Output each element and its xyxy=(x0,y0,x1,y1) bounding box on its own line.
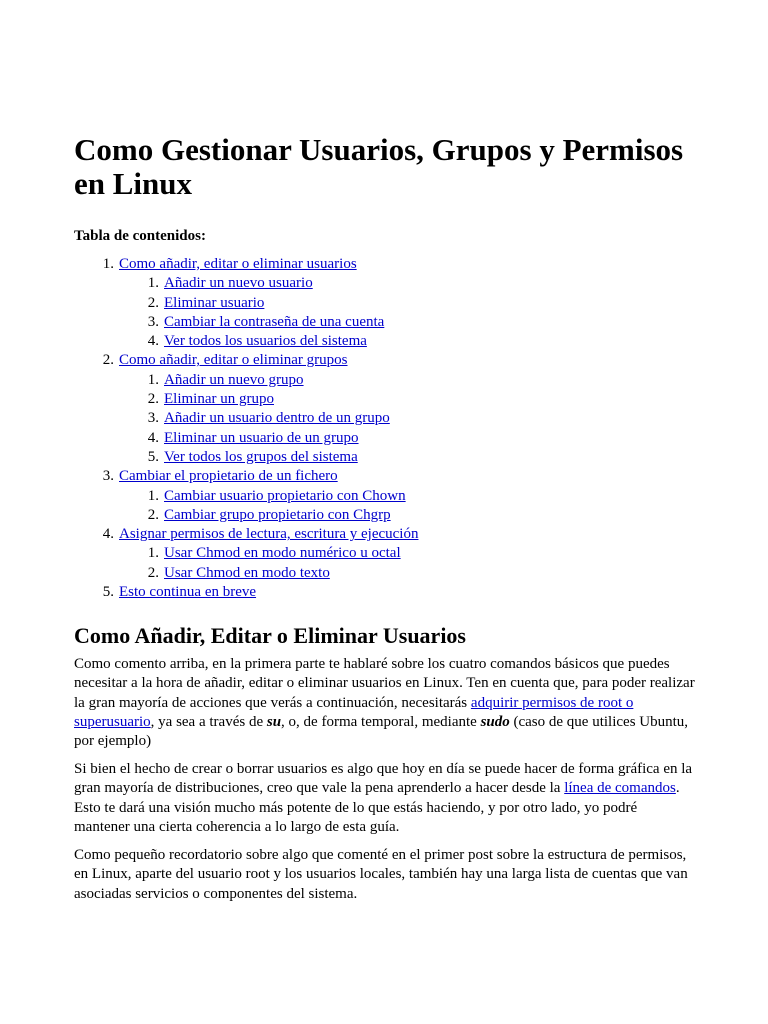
root-permissions-link[interactable]: adquirir permisos de root o superusuario xyxy=(74,694,634,730)
toc-subitem xyxy=(119,409,696,428)
toc-number: 5. xyxy=(102,584,114,601)
toc-subitem xyxy=(119,429,696,448)
toc-number: 2. xyxy=(147,294,159,311)
command-line-link[interactable]: línea de comandos xyxy=(564,780,676,797)
toc-link[interactable]: Eliminar un usuario de un grupo xyxy=(164,429,359,446)
command-sudo: sudo xyxy=(480,713,510,730)
section-heading: Como Añadir, Editar o Eliminar Usuarios xyxy=(74,623,466,648)
toc-link[interactable]: Asignar permisos de lectura, escritura y ejecución xyxy=(119,526,419,543)
toc-item xyxy=(74,351,696,467)
paragraph-text: , ya sea a través de xyxy=(150,713,267,730)
paragraph-intro xyxy=(74,655,696,751)
toc-link[interactable]: Cambiar el propietario de un fichero xyxy=(119,468,338,485)
toc-subitem xyxy=(119,506,696,525)
paragraph-text: , o, de forma temporal, mediante xyxy=(281,713,481,730)
toc-item xyxy=(74,583,696,602)
toc-subitem xyxy=(119,544,696,563)
toc-link[interactable]: Cambiar grupo propietario con Chgrp xyxy=(164,506,391,523)
toc-heading: Tabla de contenidos: xyxy=(74,228,206,244)
page-title: Como Gestionar Usuarios, Grupos y Permisos en Linux xyxy=(74,132,684,201)
paragraph-text: Como comento arriba, en la primera parte te hablaré sobre los cuatro comandos básicos que puedes necesitar a la hora de añadir, editar o eliminar usuarios en Linux. Ten en cuenta que, para poder realizar la gran mayoría de acciones que verás a continuación, necesitarás xyxy=(74,656,695,711)
toc-link[interactable]: Ver todos los usuarios del sistema xyxy=(164,333,367,350)
toc-item xyxy=(74,255,696,351)
toc-subitem xyxy=(119,487,696,506)
paragraph-graphical xyxy=(74,760,696,837)
toc-number: 4. xyxy=(147,429,159,446)
paragraph-text: . Esto te dará una visión mucho más potente de lo que estás haciendo, y por otro lado, yo podré mantener una cierta coherencia a lo largo de esta guía. xyxy=(74,780,680,835)
toc-number: 1. xyxy=(147,487,159,504)
paragraph-text: (caso de que utilices Ubuntu, por ejemplo) xyxy=(74,713,689,750)
toc-number: 1. xyxy=(147,275,159,292)
toc-number: 5. xyxy=(147,448,159,465)
toc-subitem xyxy=(119,390,696,409)
toc-subitem xyxy=(119,564,696,583)
toc-number: 3. xyxy=(147,313,159,330)
toc-number: 2. xyxy=(102,352,114,369)
toc-subitem xyxy=(119,448,696,467)
toc-link[interactable]: Ver todos los grupos del sistema xyxy=(164,448,358,465)
toc-number: 4. xyxy=(147,333,159,350)
toc-link[interactable]: Cambiar usuario propietario con Chown xyxy=(164,487,406,504)
toc-link[interactable]: Como añadir, editar o eliminar grupos xyxy=(119,352,348,369)
toc-sublist xyxy=(119,371,696,467)
toc-sublist xyxy=(119,544,696,583)
toc-number: 3. xyxy=(147,410,159,427)
toc-link[interactable]: Eliminar usuario xyxy=(164,294,265,311)
toc-link[interactable]: Esto continua en breve xyxy=(119,584,257,601)
command-su: su xyxy=(266,713,282,730)
toc-number: 2. xyxy=(147,564,159,581)
table-of-contents xyxy=(74,255,696,602)
toc-link[interactable]: Añadir un nuevo usuario xyxy=(164,275,313,292)
toc-link[interactable]: Usar Chmod en modo texto xyxy=(164,564,330,581)
toc-item xyxy=(74,467,696,525)
toc-sublist xyxy=(119,274,696,351)
toc-subitem xyxy=(119,332,696,351)
toc-subitem xyxy=(119,294,696,313)
toc-link[interactable]: Usar Chmod en modo numérico u octal xyxy=(164,545,401,562)
toc-item xyxy=(74,525,696,583)
toc-subitem xyxy=(119,274,696,293)
toc-subitem xyxy=(119,313,696,332)
toc-link[interactable]: Cambiar la contraseña de una cuenta xyxy=(164,313,385,330)
toc-link[interactable]: Como añadir, editar o eliminar usuarios xyxy=(119,256,357,272)
toc-link[interactable]: Añadir un nuevo grupo xyxy=(164,371,304,388)
toc-link[interactable]: Eliminar un grupo xyxy=(164,391,274,408)
toc-number: 1. xyxy=(102,256,114,272)
toc-link[interactable]: Añadir un usuario dentro de un grupo xyxy=(164,410,390,427)
toc-number: 2. xyxy=(147,391,159,408)
toc-number: 1. xyxy=(147,545,159,562)
toc-number: 3. xyxy=(102,468,114,485)
toc-number: 4. xyxy=(102,526,114,543)
toc-number: 2. xyxy=(147,506,159,523)
toc-sublist xyxy=(119,487,696,526)
paragraph-text: Si bien el hecho de crear o borrar usuarios es algo que hoy en día se puede hacer de forma gráfica en la gran mayoría de distribuciones, creo que vale la pena aprenderlo a hacer desde la xyxy=(74,761,693,797)
paragraph-reminder: Como pequeño recordatorio sobre algo que comenté en el primer post sobre la estructura de permisos, en Linux, aparte del usuario root y los usuarios locales, también hay una larga lista de cuentas que van asociadas servicios o componentes del sistema. xyxy=(74,847,688,902)
toc-subitem xyxy=(119,371,696,390)
toc-number: 1. xyxy=(147,371,159,388)
